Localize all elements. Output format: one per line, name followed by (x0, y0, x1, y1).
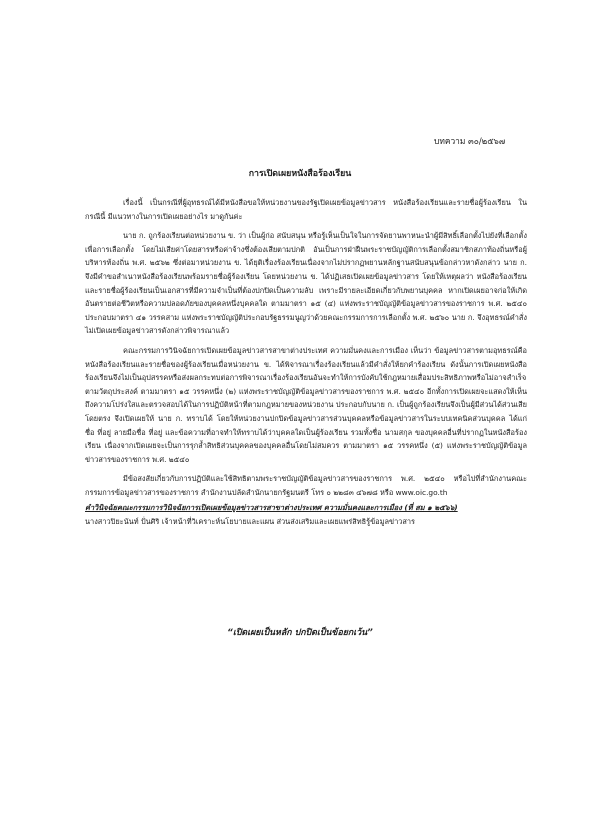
author-credit: นางสาวปิยะนันท์ ปั่นศิริ เจ้าหน้าที่วิเคราะห์นโยบายและแผน ส่วนส่งเสริมและเผยแพร่สิทธิรู้ข้อมูลข่าวสาร (85, 517, 416, 527)
paragraph-decision: คณะกรรมการวินิจฉัยการเปิดเผยข้อมูลข่าวสารสาขาต่างประเทศ ความมั่นคงและการเมือง เห็นว่า ข้อมูลข่าวสารตามอุทธรณ์คือ หนังสือร้องเรียนและรายชื่อของผู้ร้องเรียนเมื่อหน่วยงาน ข. ได้พิจารณาเรื่องร้องเรียนแล้วมีคำสั่งให้ยกคำร้องเรียน ดังนั้นการเปิดเผยหนังสือร้องเรียนจึงไม่เป็นอุปสรรคหรือส่งผลกระทบต่อการพิจารณาเรื่องร้องเรียนอันจะทำให้การบังคับใช้กฎหมายเสื่อมประสิทธิภาพหรือไม่อาจสำเร็จตามวัตถุประสงค์ ตามมาตรา ๑๕ วรรคหนึ่ง (๒) แห่งพระราชบัญญัติข้อมูลข่าวสารของราชการ พ.ศ. ๒๕๔๐ อีกทั้งการเปิดเผยจะแสดงให้เห็นถึงความโปร่งใสและตรวจสอบได้ในการปฏิบัติหน้าที่ตามกฎหมายของหน่วยงาน ประกอบกับนาย ก. เป็นผู้ถูกร้องเรียนจึงเป็นผู้มีส่วนได้ส่วนเสียโดยตรง จึงเปิดเผยให้ นาย ก. ทราบได้ โดยให้หน่วยงานปกปิดข้อมูลข่าวสารส่วนบุคคลหรือข้อมูลข่าวสารในระบบเทคนิคส่วนบุคคล ได้แก่ ชื่อ ที่อยู่ ลายมือชื่อ ที่อยู่ และข้อความที่อาจทำให้ทราบได้ว่าบุคคลใดเป็นผู้ร้องเรียน รวมทั้งชื่อ นามสกุล ของบุคคลอื่นที่ปรากฏในหนังสือร้องเรียน เนื่องจากเปิดเผยจะเป็นการรุกล้ำสิทธิส่วนบุคคลของบุคคลอื่นโดยไม่สมควร ตามมาตรา ๑๕ วรรคหนึ่ง (๕) แห่งพระราชบัญญัติข้อมูลข่าวสารของราชการ พ.ศ. ๒๕๔๐ (85, 345, 527, 464)
document-body (85, 196, 527, 529)
slogan: “เปิดเผยเป็นหลัก ปกปิดเป็นข้อยกเว้น” (227, 628, 373, 638)
paragraph-facts: นาย ก. ถูกร้องเรียนต่อหน่วยงาน ข. ว่า เป็นผู้ก่อ สนับสนุน หรือรู้เห็นเป็นใจในการจัดยานพาหนะนำผู้มีสิทธิ์เลือกตั้งไปยังที่เลือกตั้ง เพื่อการเลือกตั้ง โดยไม่เสียค่าโดยสารหรือค่าจ้างซึ่งต้องเสียตามปกติ อันเป็นการฝ่าฝืนพระราชบัญญัติการเลือกตั้งสมาชิกสภาท้องถิ่นหรือผู้บริหารท้องถิ่น พ.ศ. ๒๕๖๒ ซึ่งต่อมาหน่วยงาน ข. ได้ยุติเรื่องร้องเรียนเนื่องจากไม่ปรากฏพยานหลักฐานสนับสนุนข้อกล่าวหาดังกล่าว นาย ก. จึงมีคำขอสำเนาหนังสือร้องเรียนพร้อมรายชื่อผู้ร้องเรียน โดยหน่วยงาน ข. ได้ปฏิเสธเปิดเผยข้อมูลข่าวสาร โดยให้เหตุผลว่า หนังสือร้องเรียนและรายชื่อผู้ร้องเรียนเป็นเอกสารที่มีความจำเป็นที่ต้องปกปิดเป็นความลับ เพราะมีรายละเอียดเกี่ยวกับพยานบุคคล หากเปิดเผยอาจก่อให้เกิดอันตรายต่อชีวิตหรือความปลอดภัยของบุคคลหนึ่งบุคคลใด ตามมาตรา ๑๕ (๔) แห่งพระราชบัญญัติข้อมูลข่าวสารของราชการ พ.ศ. ๒๕๔๐ ประกอบมาตรา ๔๑ วรรคสาม แห่งพระราชบัญญัติประกอบรัฐธรรมนูญว่าด้วยคณะกรรมการการเลือกตั้ง พ.ศ. ๒๕๖๐ นาย ก. จึงอุทธรณ์คำสั่งไม่เปิดเผยข้อมูลข่าวสารดังกล่าวพิจารณาแล้ว (85, 231, 527, 336)
paragraph-contact: มีข้อสงสัยเกี่ยวกับการปฏิบัติและใช้สิทธิตามพระราชบัญญัติข้อมูลข่าวสารของราชการ พ.ศ. ๒๕๔๐ หรือไปที่สำนักงานคณะกรรมการข้อมูลข่าวสารของราชการ สำนักงานปลัดสำนักนายกรัฐมนตรี โทร ๐ ๒๒๘๓ ๔๖๗๘ หรือ www.oic.go.th (85, 474, 527, 497)
ruling-reference: คำวินิจฉัยคณะกรรมการวินิจฉัยการเปิดเผยข้อมูลข่าวสารสาขาต่างประเทศ ความมั่นคงและการเมือง (ที่ สม ๑ ๒๕๖๖) (85, 503, 458, 513)
paragraph-intro: เรื่องนี้ เป็นกรณีที่ผู้อุทธรณ์ได้มีหนังสือขอให้หน่วยงานของรัฐเปิดเผยข้อมูลข่าวสาร หนังสือร้องเรียนและรายชื่อผู้ร้องเรียน ในกรณีนี้ มีแนวทางในการเปิดเผยอย่างไร มาดูกันค่ะ (85, 198, 527, 221)
document-number: บทความ ๓๐/๒๕๖๗ (434, 136, 506, 146)
document-title: การเปิดเผยหนังสือร้องเรียน (248, 169, 352, 179)
